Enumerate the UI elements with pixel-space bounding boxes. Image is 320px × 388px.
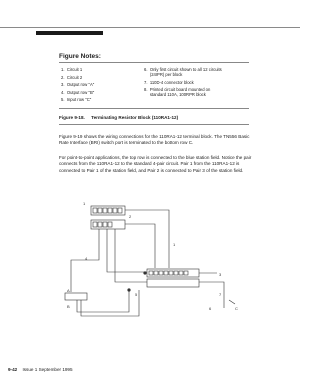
note-item: 2. Circuit 2 — [61, 74, 83, 80]
note-item: 3. Output row "A" — [61, 82, 95, 88]
page-number: 9-42 — [8, 367, 18, 372]
figure-label: 2 — [129, 214, 132, 219]
paragraph: Figure 9-19 shows the wiring connections for the 110RA1-12 terminal block. The TN556 Basic Rate Interface (BRI) switch port is terminated to the bottom row C. — [59, 134, 250, 146]
caption-rule — [59, 124, 249, 125]
connector-block-bottom — [65, 293, 87, 300]
figure-caption: Figure 9-18. Terminating Resistor Block (110RA1-12) — [59, 115, 179, 120]
page-footer — [8, 367, 73, 372]
note-item: 5. Input row "C" — [61, 97, 92, 103]
note-item: 4. Output row "B" — [61, 89, 95, 95]
notes-top-rule — [59, 62, 249, 63]
notes-right-column — [144, 67, 222, 100]
figure-label: 7 — [219, 292, 222, 297]
figure-label: C — [235, 306, 238, 311]
note-item: 6. Only first circuit shown to all 12 circuits (24IPR) per block — [144, 67, 222, 77]
top-rule — [0, 27, 300, 28]
notes-bottom-rule — [59, 108, 249, 109]
figure-label: 3 — [219, 272, 222, 277]
figure-label: 1 — [83, 201, 86, 206]
figure-label: A — [67, 288, 70, 293]
figure-notes-heading: Figure Notes: — [59, 53, 101, 60]
note-item: 1. Circuit 1 — [61, 67, 83, 72]
figure-label: 5 — [135, 292, 138, 297]
header-bar — [36, 31, 103, 35]
figure-label: 1 — [173, 242, 176, 247]
wiring-diagram — [59, 200, 249, 322]
issue-date: Issue 1 September 1995 — [22, 367, 73, 372]
figure-label: B — [67, 304, 70, 309]
note-item: 7. 110D-4 connector block — [144, 79, 194, 85]
notes-left-column — [61, 67, 94, 105]
paragraph: For point-to-point applications, the top row is connected to the blue station field. Notice the pair connects from the 110RA1-12 to the standard 4-pair circuit. Pair 1 from the 110RA1-12 is connected to Pair 1 of the station field, and Pair 2 is connected to Pair 3 of the station field. — [59, 155, 252, 173]
figure-label: 4 — [85, 256, 88, 261]
figure-label: 6 — [209, 306, 212, 311]
note-item: 8. Printed circuit board mounted on standard 110A, 100RPR block — [144, 87, 211, 98]
